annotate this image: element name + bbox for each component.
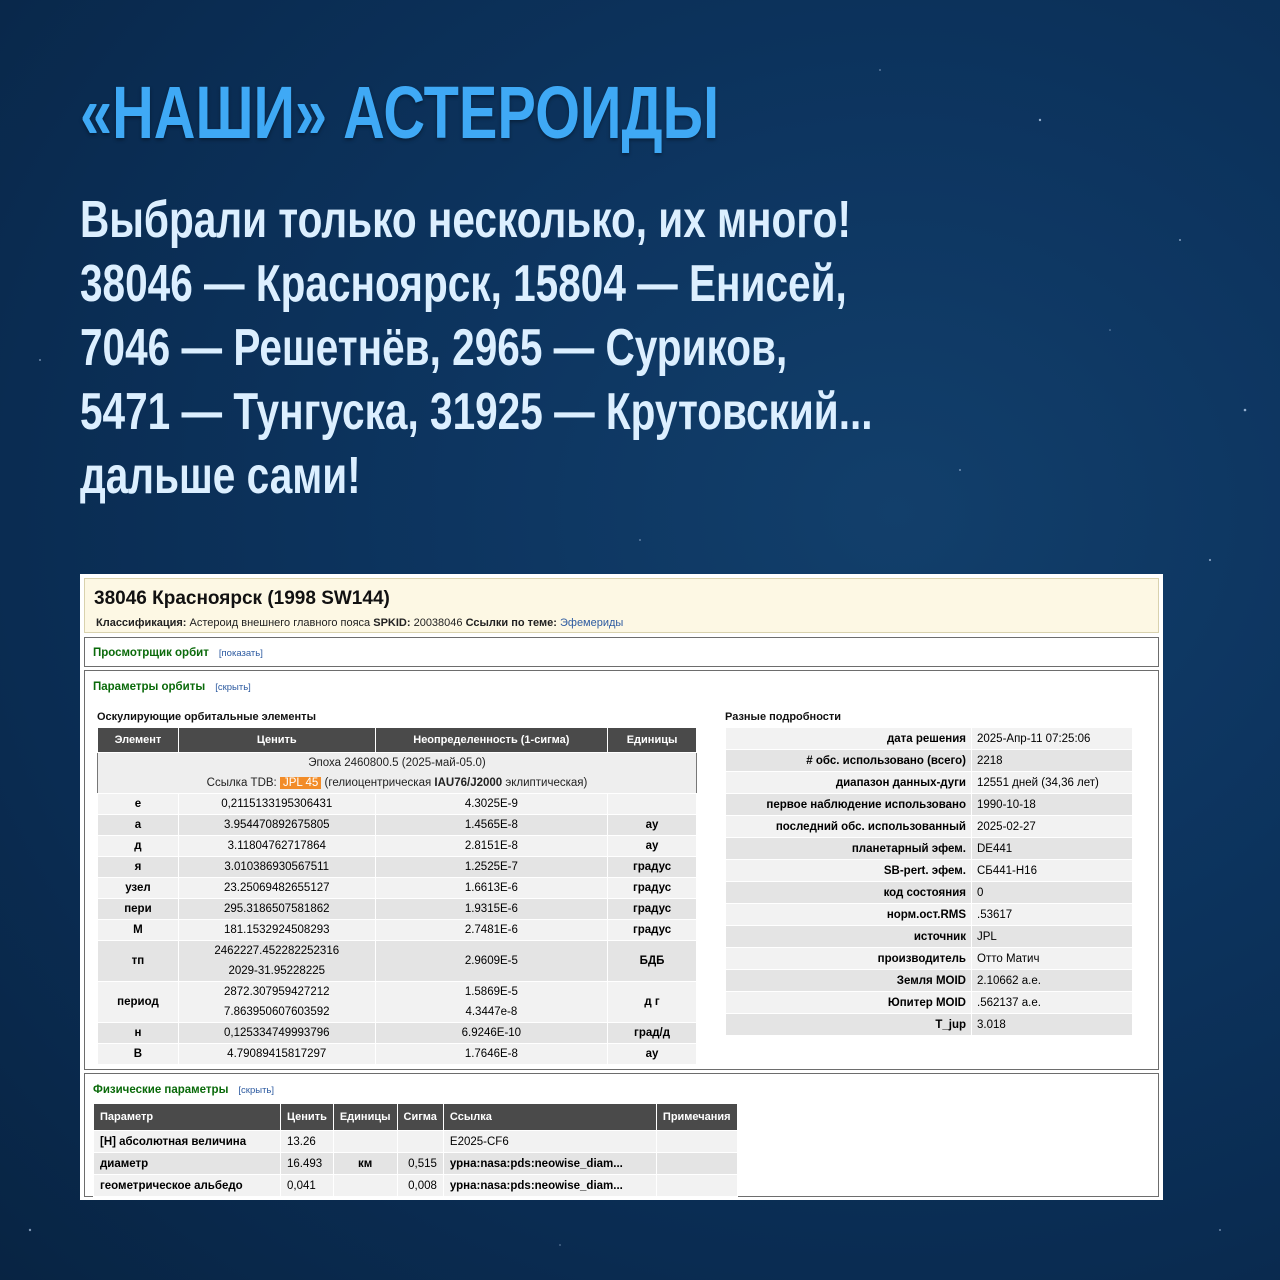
table-row	[726, 860, 1133, 882]
element-value	[178, 941, 375, 982]
element-uncertainty: 1.6613E-6	[375, 878, 607, 899]
table-row	[726, 728, 1133, 750]
table-row	[726, 750, 1133, 772]
detail-key: # обс. использовано (всего)	[726, 750, 972, 772]
classification-label: Классификация:	[96, 617, 187, 629]
element-uncertainty: 1.9315E-6	[375, 899, 607, 920]
element-name: н	[98, 1023, 179, 1044]
table-row	[98, 982, 697, 1023]
element-name: тп	[98, 941, 179, 982]
param-value: 13.26	[281, 1131, 334, 1153]
orbital-elements-table	[97, 727, 697, 1065]
col-header-uncertainty: Неопределенность (1-сигма)	[375, 728, 607, 753]
param-reference[interactable]: урна:nasa:pds:neowise_diam...	[443, 1153, 656, 1175]
detail-value: 3.018	[972, 1014, 1133, 1036]
orbit-viewer-heading	[93, 647, 263, 659]
table-row	[98, 1023, 697, 1044]
element-uncertainty: 1.7646E-8	[375, 1044, 607, 1065]
param-sigma	[397, 1131, 443, 1153]
uncertainty-line: 4.3447е-8	[465, 1006, 518, 1018]
value-line: 2029-31.95228225	[228, 965, 326, 977]
param-value: 0,041	[281, 1175, 334, 1197]
col-header-value: Ценить	[281, 1104, 334, 1131]
element-value: 4.79089415817297	[178, 1044, 375, 1065]
sbdb-screenshot-panel	[80, 574, 1163, 1200]
detail-key: SB-pert. эфем.	[726, 860, 972, 882]
element-value: 181.1532924508293	[178, 920, 375, 941]
element-units: градус	[608, 878, 697, 899]
element-uncertainty: 4.3025E-9	[375, 794, 607, 815]
orbit-viewer-show-toggle[interactable]: [показать]	[218, 648, 263, 659]
element-uncertainty: 1.2525E-7	[375, 857, 607, 878]
col-header-units: Единицы	[333, 1104, 397, 1131]
param-reference[interactable]: E2025-CF6	[443, 1131, 656, 1153]
param-sigma: 0,008	[397, 1175, 443, 1197]
element-name: В	[98, 1044, 179, 1065]
table-row	[726, 882, 1133, 904]
detail-value: 2.10662 а.е.	[972, 970, 1133, 992]
element-name: период	[98, 982, 179, 1023]
element-name: а	[98, 815, 179, 836]
param-name: [Н] абсолютная величина	[94, 1131, 281, 1153]
param-name: геометрическое альбедо	[94, 1175, 281, 1197]
element-value: 3.954470892675805	[178, 815, 375, 836]
detail-key: планетарный эфем.	[726, 838, 972, 860]
param-notes	[656, 1153, 737, 1175]
detail-key: код состояния	[726, 882, 972, 904]
detail-value: 1990-10-18	[972, 794, 1133, 816]
object-meta	[96, 617, 623, 629]
headline: «НАШИ» АСТЕРОИДЫ	[80, 71, 720, 154]
table-row	[94, 1153, 738, 1175]
orbit-params-section	[84, 670, 1159, 1070]
detail-key: источник	[726, 926, 972, 948]
table-row	[98, 794, 697, 815]
element-value: 295.3186507581862	[178, 899, 375, 920]
element-value: 23.25069482655127	[178, 878, 375, 899]
detail-value: Отто Матич	[972, 948, 1133, 970]
physical-params-heading	[93, 1084, 274, 1096]
element-value: 0,2115133195306431	[178, 794, 375, 815]
col-header-parameter: Параметр	[94, 1104, 281, 1131]
param-reference[interactable]: урна:nasa:pds:neowise_diam...	[443, 1175, 656, 1197]
table-row	[98, 836, 697, 857]
detail-value: .53617	[972, 904, 1133, 926]
element-name: пери	[98, 899, 179, 920]
related-links-label: Ссылки по теме:	[465, 617, 557, 629]
detail-value: 2218	[972, 750, 1133, 772]
detail-key: норм.ост.RMS	[726, 904, 972, 926]
subtext-line: Выбрали только несколько, их много!	[80, 191, 851, 249]
orbit-viewer-title: Просмотрщик орбит	[93, 647, 209, 659]
table-row	[726, 948, 1133, 970]
element-name: узел	[98, 878, 179, 899]
detail-key: Земля MOID	[726, 970, 972, 992]
tdb-frame: IAU76/J2000	[434, 777, 503, 789]
element-value: 3.010386930567511	[178, 857, 375, 878]
object-header	[84, 578, 1159, 633]
osculating-elements-title: Оскулирующие орбитальные элементы	[97, 711, 316, 723]
param-name: диаметр	[94, 1153, 281, 1175]
col-header-reference: Ссылка	[443, 1104, 656, 1131]
misc-details-title: Разные подробности	[725, 711, 842, 723]
detail-value: 0	[972, 882, 1133, 904]
orbit-params-title: Параметры орбиты	[93, 681, 206, 693]
table-row	[726, 992, 1133, 1014]
orbit-viewer-section	[84, 637, 1159, 667]
element-units	[608, 794, 697, 815]
param-units	[333, 1175, 397, 1197]
col-header-value: Ценить	[178, 728, 375, 753]
element-uncertainty: 2.7481E-6	[375, 920, 607, 941]
element-uncertainty	[375, 982, 607, 1023]
col-header-sigma: Сигма	[397, 1104, 443, 1131]
element-uncertainty	[375, 941, 607, 982]
subtext-line: дальше сами!	[80, 447, 361, 505]
element-units: град/д	[608, 1023, 697, 1044]
param-sigma: 0,515	[397, 1153, 443, 1175]
element-name: д	[98, 836, 179, 857]
col-header-element: Элемент	[98, 728, 179, 753]
table-row	[726, 816, 1133, 838]
element-uncertainty: 6.9246E-10	[375, 1023, 607, 1044]
physical-params-table	[93, 1103, 738, 1197]
element-name: я	[98, 857, 179, 878]
table-row	[98, 941, 697, 982]
object-title: 38046 Красноярск (1998 SW144)	[94, 588, 390, 609]
uncertainty-line: 1.5869E-5	[464, 986, 518, 998]
table-row	[726, 772, 1133, 794]
table-row	[726, 1014, 1133, 1036]
spkid-label: SPKID:	[373, 617, 411, 629]
tdb-reference	[98, 773, 697, 794]
detail-value: 12551 дней (34,36 лет)	[972, 772, 1133, 794]
table-row	[98, 899, 697, 920]
table-row	[726, 970, 1133, 992]
detail-value: JPL	[972, 926, 1133, 948]
value-line: 7.863950607603592	[223, 1006, 330, 1018]
table-row	[98, 878, 697, 899]
physical-params-section	[84, 1073, 1159, 1197]
orbit-params-heading	[93, 681, 251, 693]
element-units: градус	[608, 920, 697, 941]
value-line: 2462227.452282252316	[214, 945, 340, 957]
detail-value: СБ441-Н16	[972, 860, 1133, 882]
col-header-notes: Примечания	[656, 1104, 737, 1131]
detail-key: диапазон данных-дуги	[726, 772, 972, 794]
element-units: д г	[608, 982, 697, 1023]
table-row	[98, 920, 697, 941]
element-units: градус	[608, 857, 697, 878]
detail-key: первое наблюдение использовано	[726, 794, 972, 816]
ephemeris-link[interactable]: Эфемериды	[559, 617, 624, 629]
param-units: км	[333, 1153, 397, 1175]
tdb-frame-suffix: эклиптическая)	[505, 777, 588, 789]
spkid-value: 20038046	[413, 617, 463, 629]
classification-value: Астероид внешнего главного пояса	[189, 617, 371, 629]
table-row	[98, 857, 697, 878]
element-name: М	[98, 920, 179, 941]
table-row	[726, 838, 1133, 860]
element-uncertainty: 1.4565E-8	[375, 815, 607, 836]
tdb-label: Ссылка TDB:	[206, 777, 277, 789]
element-units: ау	[608, 836, 697, 857]
subtext-block	[80, 188, 873, 508]
misc-details-table	[725, 727, 1133, 1036]
subtext-line: 7046 — Решетнёв, 2965 — Суриков,	[80, 319, 788, 377]
element-units: ау	[608, 1044, 697, 1065]
detail-key: Юпитер MOID	[726, 992, 972, 1014]
table-row	[98, 1044, 697, 1065]
col-header-units: Единицы	[608, 728, 697, 753]
subtext-line: 5471 — Тунгуска, 31925 — Крутовский...	[80, 383, 873, 441]
uncertainty-line: 2.9609E-5	[464, 955, 518, 967]
element-value: 0,125334749993796	[178, 1023, 375, 1044]
element-value: 3.11804762717864	[178, 836, 375, 857]
table-row	[726, 794, 1133, 816]
subtext-line: 38046 — Красноярск, 15804 — Енисей,	[80, 255, 847, 313]
table-row	[94, 1131, 738, 1153]
param-notes	[656, 1175, 737, 1197]
element-value	[178, 982, 375, 1023]
tdb-frame-prefix: (гелиоцентрическая	[324, 777, 432, 789]
table-row	[94, 1175, 738, 1197]
physical-params-title: Физические параметры	[93, 1084, 229, 1096]
value-line: 2872.307959427212	[223, 986, 330, 998]
detail-value: 2025-02-27	[972, 816, 1133, 838]
detail-key: производитель	[726, 948, 972, 970]
element-name: е	[98, 794, 179, 815]
detail-value: 2025-Апр-11 07:25:06	[972, 728, 1133, 750]
detail-key: T_jup	[726, 1014, 972, 1036]
epoch-line: Эпоха 2460800.5 (2025-май-05.0)	[98, 753, 697, 774]
detail-key: последний обс. использованный	[726, 816, 972, 838]
detail-value: DE441	[972, 838, 1133, 860]
param-value: 16.493	[281, 1153, 334, 1175]
element-uncertainty: 2.8151E-8	[375, 836, 607, 857]
param-notes	[656, 1131, 737, 1153]
table-row	[726, 904, 1133, 926]
element-units: БДБ	[608, 941, 697, 982]
jpl-badge[interactable]: JPL 45	[280, 777, 321, 789]
element-units: ау	[608, 815, 697, 836]
table-row	[726, 926, 1133, 948]
element-units: градус	[608, 899, 697, 920]
detail-key: дата решения	[726, 728, 972, 750]
param-units	[333, 1131, 397, 1153]
physical-params-hide-toggle[interactable]: [скрыть]	[238, 1085, 275, 1096]
detail-value: .562137 а.е.	[972, 992, 1133, 1014]
orbit-params-hide-toggle[interactable]: [скрыть]	[215, 682, 251, 693]
table-row	[98, 815, 697, 836]
